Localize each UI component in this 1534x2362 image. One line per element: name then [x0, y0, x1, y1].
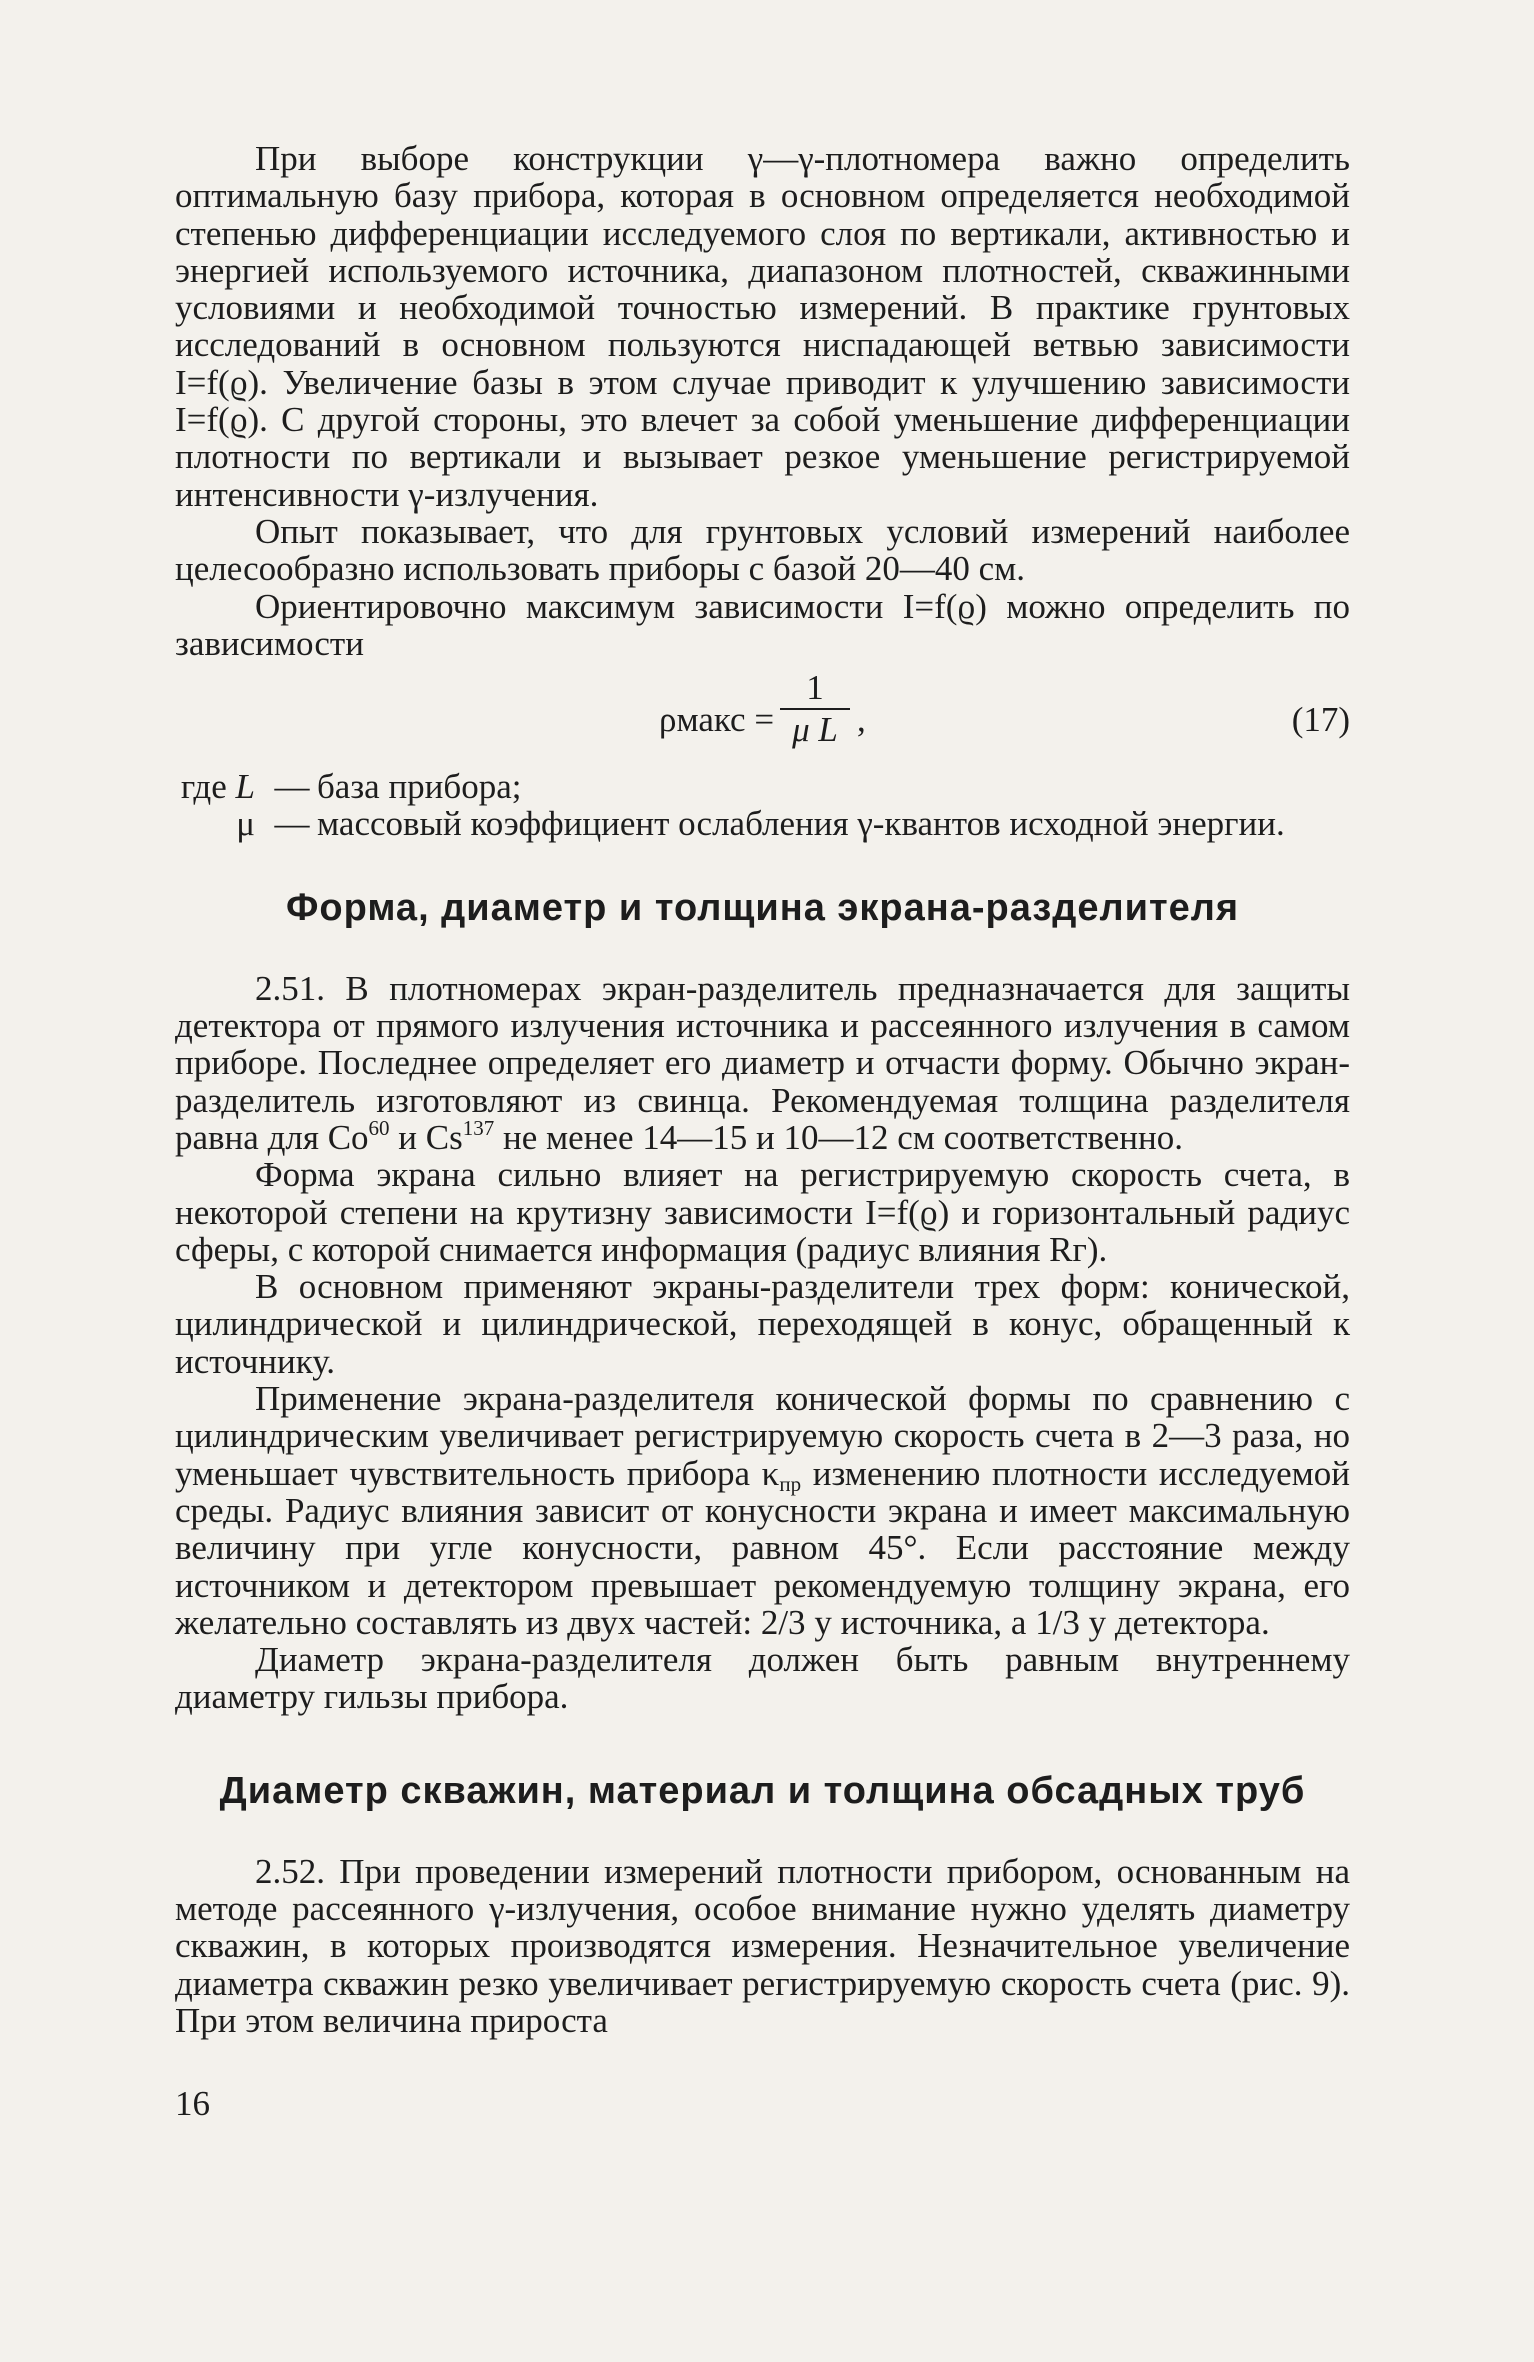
formula-numerator: 1 [806, 668, 824, 708]
paragraph-density-gauge-base: При выборе конструкции γ—γ-плотномера важно определить оптимальную базу прибора, которая в основном определяется необходимой степенью дифференциации исследуемого слоя по вертикали, активностью и энергией используемого источника, диапазоном плотностей, скважинными условиями и необходимой точностью измерений. В практике грунтовых исследований в основном пользуются ниспадающей ветвью зависимости I=f(ϱ). Увеличение базы в этом случае приводит к улучшению зависимости I=f(ϱ). С другой стороны, это влечет за собой уменьшение дифференциации плотности по вертикали и вызывает резкое уменьшение регистрируемой интенсивности γ-излучения. [175, 139, 1350, 514]
legend-lead-term: μ [236, 804, 255, 844]
legend-dash: — [274, 804, 310, 844]
formula-number: (17) [1291, 700, 1350, 740]
paragraph-diameter: Диаметр экрана-разделителя должен быть равным внутреннему диаметру гильзы прибора. [175, 1640, 1350, 1717]
paragraph-shape: Форма экрана сильно влияет на регистрируемую скорость счета, в некоторой степени на крутизну зависимости I=f(ϱ) и горизонтальный радиус сферы, с которой снимается информация (радиус влияния Rг). [175, 1155, 1350, 1269]
formula-17 [175, 666, 1350, 768]
paragraph-experience: Опыт показывает, что для грунтовых условий измерений наиболее целесообразно использовать приборы с базой 20—40 см. [175, 511, 1350, 589]
legend-dash: — [274, 767, 310, 807]
legend-item [175, 805, 1350, 842]
formula-comma: , [857, 700, 866, 740]
formula-fraction [780, 670, 850, 748]
legend-lead-term: где L [180, 767, 255, 807]
legend-item [175, 768, 1350, 805]
formula-legend [175, 768, 1350, 843]
paragraph-estimate: Ориентировочно максимум зависимости I=f(ϱ) можно определить по зависимости [175, 586, 1350, 663]
paragraph-forms: В основном применяют экраны-разделители трех форм: конической, цилиндрической и цилиндрической, переходящей в конус, обращенный к источнику. [175, 1267, 1350, 1381]
paragraph-2-51: 2.51. В плотномерах экран-разделитель предназначается для защиты детектора от прямого излучения источника и рассеянного излучения в самом приборе. Последнее определяет его диаметр и отчасти форму. Обычно экран-разделитель изготовляют из свинца. Рекомендуемая толщина разделителя равна для Co$^{60}$ и Cs$^{137}$ не менее 14—15 и 10—12 см соответственно. [175, 968, 1350, 1157]
page-number: 16 [175, 2084, 210, 2123]
legend-desc: база прибора; [317, 767, 522, 807]
formula-denominator: μ L [792, 710, 838, 750]
section-heading-boreholes: Диаметр скважин, материал и толщина обсадных труб [219, 1769, 1306, 1812]
paragraph-2-52: 2.52. При проведении измерений плотности прибором, основанным на методе рассеянного γ-излучения, особое внимание нужно уделять диаметру скважин, в которых производятся измерения. Незначительное увеличение диаметра скважин резко увеличивает регистрируемую скорость счета (рис. 9). При этом величина прироста [175, 1851, 1350, 2040]
paragraph-conical: Применение экрана-разделителя конической формы по сравнению с цилиндрическим увеличивает регистрируемую скорость счета в 2—3 раза, но уменьшает чувствительность прибора $\kappa_{пр}$ изменению плотности исследуемой среды. Радиус влияния зависит от конусности экрана и имеет максимальную величину при угле конусности, равном 45°. Если расстояние между источником и детектором превышает рекомендуемую толщину экрана, его желательно составлять из двух частей: 2/3 у источника, а 1/3 у детектора. [175, 1379, 1350, 1642]
section-heading-screen: Форма, диаметр и толщина экрана-разделителя [285, 886, 1240, 929]
legend-desc: массовый коэффициент ослабления γ-квантов исходной энергии. [317, 804, 1285, 844]
formula-lhs: ρмакс = [659, 700, 775, 740]
